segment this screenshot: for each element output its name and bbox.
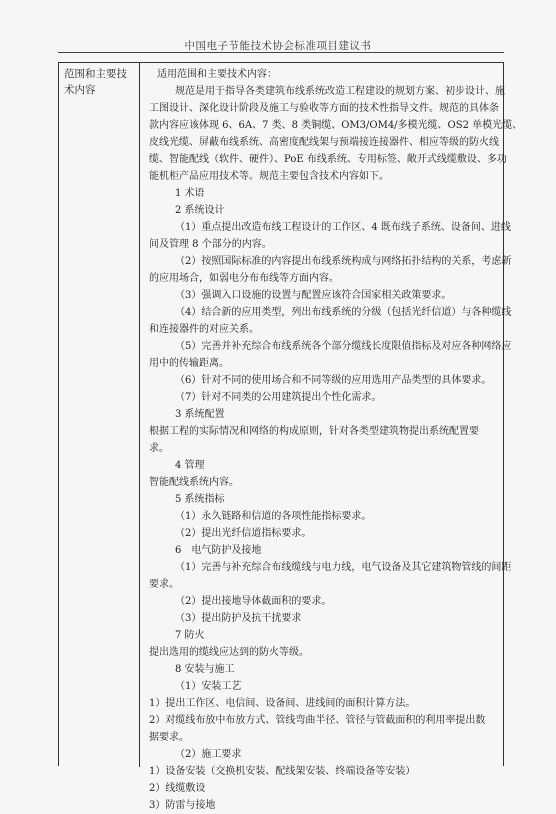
content-line: 据要求。 xyxy=(149,732,189,743)
content-line: （5）完善并补充综合布线系统各个部分缆线长度限值指标及对应各种网络应 xyxy=(175,341,512,352)
content-line: （1）永久链路和信道的各项性能指标要求。 xyxy=(175,511,372,522)
scope-content xyxy=(149,66,523,814)
content-line: 工图设计、深化设计阶段及施工与验收等方面的技术性指导文件。规范的具体条 xyxy=(149,103,499,114)
content-line: 2）线缆敷设 xyxy=(149,783,206,794)
content-line: 的应用场合，如弱电分布布线等方面内容。 xyxy=(149,273,339,284)
content-line: 5 系统指标 xyxy=(175,494,225,505)
content-line: 用中的传输距离。 xyxy=(149,358,229,369)
content-line: 根据工程的实际情况和网络的构成原则，针对各类型建筑物提出系统配置要 xyxy=(149,426,479,437)
content-line: 2 系统设计 xyxy=(175,205,225,216)
content-line: 6 电气防护及接地 xyxy=(175,545,262,556)
content-line: 款内容应该体现 6、6A、7 类、8 类铜缆、OM3/OM4/多模光缆、OS2 单模光缆、 xyxy=(149,120,523,131)
content-line: 3 系统配置 xyxy=(175,409,225,420)
content-line: 1 术语 xyxy=(175,188,205,199)
content-line: 4 管理 xyxy=(175,460,205,471)
content-line: 2）对缆线布放中布放方式、管线弯曲半径、管径与管截面积的利用率提出数 xyxy=(149,715,486,726)
content-line: （7）针对不同类的公用建筑提出个性化需求。 xyxy=(175,392,382,403)
content-line: 求。 xyxy=(149,443,169,454)
content-line: （4）结合新的应用类型，列出布线系统的分级（包括光纤信道）与各种缆线 xyxy=(175,307,512,318)
content-line: （2）提出接地导体截面积的要求。 xyxy=(175,596,332,607)
content-line: （1）完善与补充综合布线缆线与电力线，电气设备及其它建筑物管线的间距 xyxy=(175,562,512,573)
content-line: 3）防雷与接地 xyxy=(149,800,216,811)
content-line: （2）按照国际标准的内容提出布线系统构成与网络拓扑结构的关系，考虑新 xyxy=(175,256,512,267)
content-line: （2）提出光纤信道指标要求。 xyxy=(175,528,312,539)
content-line: （1）重点提出改造布线工程设计的工作区、4 既布线子系统、设备间、进线 xyxy=(175,222,511,233)
header-rule xyxy=(58,52,504,53)
content-line: 间及管理 8 个部分的内容。 xyxy=(149,239,272,250)
content-line: 适用范围和主要技术内容： xyxy=(157,69,277,80)
content-line: 缆、智能配线（软件、硬件）、PoE 布线系统、专用标签、敞开式线缆敷设、多功 xyxy=(149,154,507,165)
document-header-title: 中国电子节能技术协会标准项目建议书 xyxy=(184,40,372,52)
content-line: 能机柜产品应用技术等。规范主要包含技术内容如下。 xyxy=(149,171,389,182)
content-line: 8 安装与施工 xyxy=(175,664,235,675)
content-line: （2）施工要求 xyxy=(175,749,242,760)
table-column-divider xyxy=(139,62,140,767)
content-line: 7 防火 xyxy=(175,630,205,641)
content-line: 要求。 xyxy=(149,579,179,590)
content-line: 1）设备安装（交换机安装、配线架安装、终端设备等安装） xyxy=(149,766,416,777)
content-line: （3）提出防护及抗干扰要求 xyxy=(175,613,302,624)
row-label-scope: 范围和主要技术内容 xyxy=(64,68,127,96)
content-line: 1）提出工作区、电信间、设备间、进线间的面积计算方法。 xyxy=(149,698,416,709)
content-line: 智能配线系统内容。 xyxy=(149,477,239,488)
content-line: （3）强调入口设施的设置与配置应该符合国家相关政策要求。 xyxy=(175,290,452,301)
content-line: 规范是用于指导各类建筑布线系统改造工程建设的规划方案、初步设计、施 xyxy=(175,86,505,97)
content-line: （6）针对不同的使用场合和不同等级的应用选用产品类型的具体要求。 xyxy=(175,375,492,386)
content-line: （1）安装工艺 xyxy=(175,681,242,692)
content-line: 提出选用的缆线应达到的防火等级。 xyxy=(149,647,309,658)
content-line: 皮线光缆、屏蔽布线系统、高密度配线架与预端接连接器件、相应等级的防火线 xyxy=(149,137,499,148)
content-line: 和连接器件的对应关系。 xyxy=(149,324,259,335)
